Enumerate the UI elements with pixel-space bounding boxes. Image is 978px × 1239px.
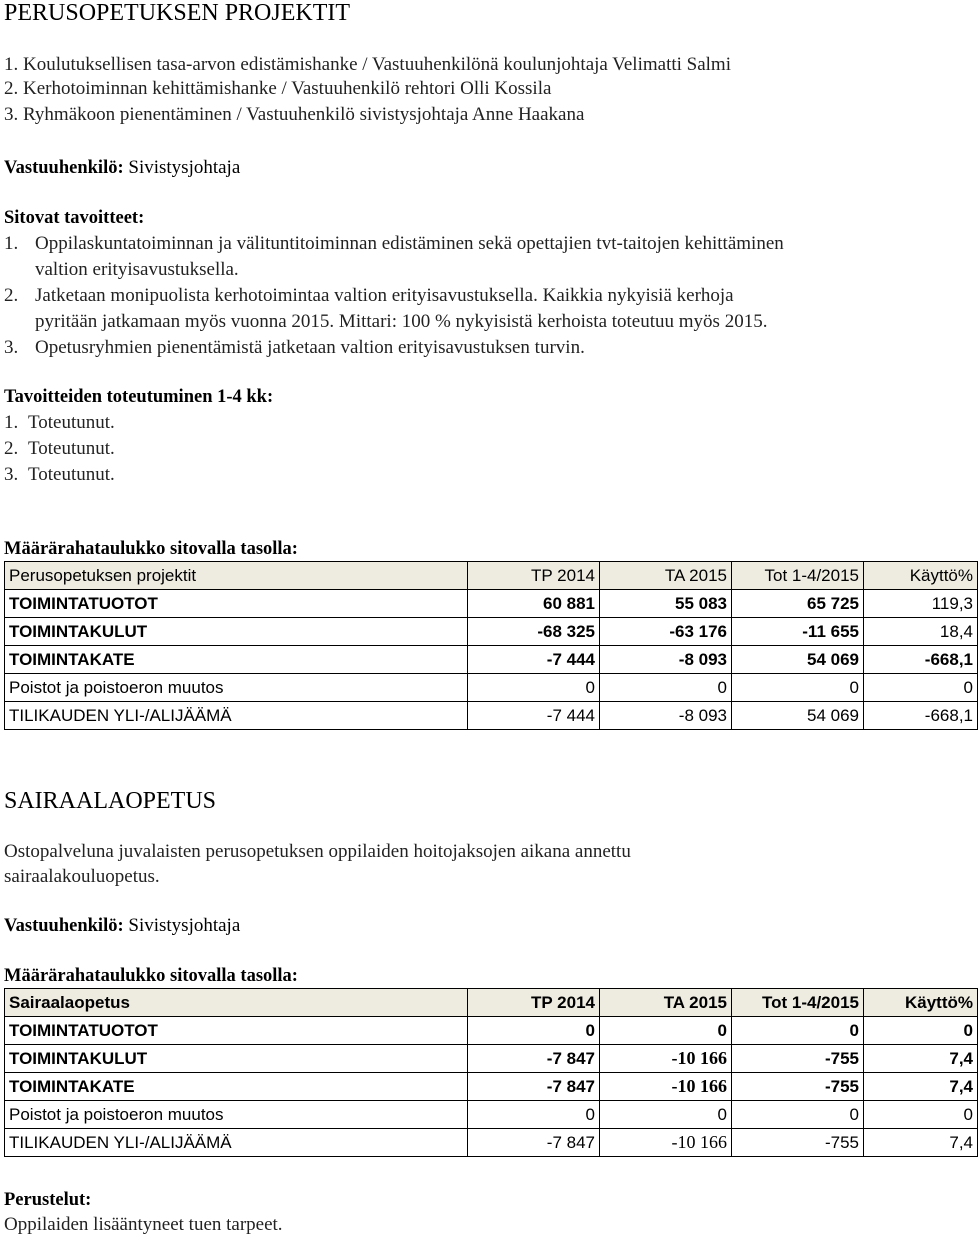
realization-item	[4, 412, 115, 434]
header-cell: Perusopetuksen projektit	[5, 562, 468, 590]
table-cell: TILIKAUDEN YLI-/ALIJÄÄMÄ	[5, 702, 468, 730]
realization-text: Toteutunut.	[28, 438, 115, 459]
realization-number: 2.	[4, 438, 19, 459]
responsible-person	[4, 915, 240, 937]
table-cell: 0	[732, 1017, 864, 1045]
table-cell: 60 881	[468, 590, 600, 618]
table-cell: 0	[864, 674, 978, 702]
goal-number: 1.	[4, 233, 19, 254]
goal-number: 3.	[4, 337, 19, 358]
table-cell: 0	[732, 1101, 864, 1129]
responsible-person	[4, 157, 240, 179]
realization-text: Toteutunut.	[28, 412, 115, 433]
project-item: 2. Kerhotoiminnan kehittämishanke / Vastuuhenkilö rehtori Olli Kossila	[4, 78, 552, 99]
table-cell: -668,1	[864, 646, 978, 674]
realization-heading: Tavoitteiden toteutuminen 1-4 kk:	[4, 387, 274, 407]
table-cell: 7,4	[864, 1045, 978, 1073]
responsible-value: Sivistysjohtaja	[128, 915, 241, 936]
table-cell: 7,4	[864, 1073, 978, 1101]
table-cell: 0	[600, 1101, 732, 1129]
table-cell: -7 847	[468, 1073, 600, 1101]
table-heading: Määrärahataulukko sitovalla tasolla:	[4, 539, 298, 559]
rationale-text: Oppilaiden lisääntyneet tuen tarpeet.	[4, 1214, 283, 1235]
table-row	[5, 1129, 978, 1157]
table-row	[5, 1017, 978, 1045]
table-cell: 0	[732, 674, 864, 702]
table-row	[5, 590, 978, 618]
table-cell: 0	[864, 1017, 978, 1045]
table-cell: Poistot ja poistoeron muutos	[5, 1101, 468, 1129]
table-cell: -68 325	[468, 618, 600, 646]
section-title-perusopetuksen-projektit: PERUSOPETUKSEN PROJEKTIT	[4, 0, 351, 26]
table-header-row	[5, 989, 978, 1017]
table-cell: -10 166	[600, 1129, 732, 1157]
table-cell: TOIMINTAKATE	[5, 1073, 468, 1101]
table-cell: 0	[600, 1017, 732, 1045]
table-cell: 65 725	[732, 590, 864, 618]
table-row	[5, 702, 978, 730]
table-cell: -7 847	[468, 1129, 600, 1157]
header-cell: TA 2015	[600, 989, 732, 1017]
header-cell: TA 2015	[600, 562, 732, 590]
table-cell: 18,4	[864, 618, 978, 646]
project-item: 3. Ryhmäkoon pienentäminen / Vastuuhenkilö sivistysjohtaja Anne Haakana	[4, 104, 585, 125]
responsible-value: Sivistysjohtaja	[128, 157, 241, 178]
table-cell: -7 847	[468, 1045, 600, 1073]
table-cell: Poistot ja poistoeron muutos	[5, 674, 468, 702]
goal-text-continued: valtion erityisavustuksella.	[35, 259, 239, 280]
table-row	[5, 1101, 978, 1129]
budget-table-sairaalaopetus	[4, 988, 978, 1157]
goal-text-continued: pyritään jatkamaan myös vuonna 2015. Mittari: 100 % nykyisistä kerhoista toteutuu myös 2015.	[35, 311, 768, 332]
table-cell: -755	[732, 1073, 864, 1101]
realization-item	[4, 464, 115, 486]
goals-heading: Sitovat tavoitteet:	[4, 208, 145, 228]
responsible-label: Vastuuhenkilö:	[4, 916, 124, 936]
table-cell: -63 176	[600, 618, 732, 646]
budget-table-perusopetuksen-projektit	[4, 561, 978, 730]
table-row	[5, 674, 978, 702]
realization-number: 1.	[4, 412, 19, 433]
table-cell: -668,1	[864, 702, 978, 730]
table-cell: -8 093	[600, 646, 732, 674]
header-cell: TP 2014	[468, 989, 600, 1017]
goal-item	[4, 233, 784, 255]
table-cell: 119,3	[864, 590, 978, 618]
table-cell: 0	[600, 674, 732, 702]
section-description-continued: sairaalakouluopetus.	[4, 866, 160, 887]
rationale-heading: Perustelut:	[4, 1190, 92, 1210]
section-title-sairaalaopetus: SAIRAALAOPETUS	[4, 788, 217, 814]
table-cell: 54 069	[732, 646, 864, 674]
header-cell: Tot 1-4/2015	[732, 562, 864, 590]
header-cell: Käyttö%	[864, 562, 978, 590]
table-cell: -10 166	[600, 1045, 732, 1073]
header-cell: TP 2014	[468, 562, 600, 590]
table-cell: 0	[864, 1101, 978, 1129]
project-item: 1. Koulutuksellisen tasa-arvon edistämishanke / Vastuuhenkilönä koulunjohtaja Velimatti Salmi	[4, 54, 731, 75]
table-cell: TOIMINTATUOTOT	[5, 1017, 468, 1045]
table-cell: -7 444	[468, 646, 600, 674]
table-cell: 54 069	[732, 702, 864, 730]
table-cell: TOIMINTAKULUT	[5, 618, 468, 646]
table-cell: TOIMINTAKULUT	[5, 1045, 468, 1073]
table-row	[5, 1045, 978, 1073]
table-cell: TOIMINTAKATE	[5, 646, 468, 674]
goal-item	[4, 285, 734, 307]
header-cell: Käyttö%	[864, 989, 978, 1017]
table-cell: -10 166	[600, 1073, 732, 1101]
goal-item	[4, 337, 585, 359]
realization-text: Toteutunut.	[28, 464, 115, 485]
table-cell: 55 083	[600, 590, 732, 618]
goal-text: Opetusryhmien pienentämistä jatketaan valtion erityisavustuksen turvin.	[35, 337, 585, 358]
realization-item	[4, 438, 115, 460]
table-header-row	[5, 562, 978, 590]
table-row	[5, 618, 978, 646]
table-cell: -8 093	[600, 702, 732, 730]
table-heading: Määrärahataulukko sitovalla tasolla:	[4, 966, 298, 986]
section-description: Ostopalveluna juvalaisten perusopetuksen oppilaiden hoitojaksojen aikana annettu	[4, 841, 631, 862]
responsible-label: Vastuuhenkilö:	[4, 158, 124, 178]
table-cell: TOIMINTATUOTOT	[5, 590, 468, 618]
realization-number: 3.	[4, 464, 19, 485]
header-cell: Sairaalaopetus	[5, 989, 468, 1017]
goal-text: Oppilaskuntatoiminnan ja välituntitoiminnan edistäminen sekä opettajien tvt-taitojen kehittäminen	[35, 233, 784, 254]
table-cell: 0	[468, 1101, 600, 1129]
table-cell: 0	[468, 674, 600, 702]
header-cell: Tot 1-4/2015	[732, 989, 864, 1017]
table-cell: -755	[732, 1045, 864, 1073]
table-row	[5, 1073, 978, 1101]
table-cell: -7 444	[468, 702, 600, 730]
table-cell: TILIKAUDEN YLI-/ALIJÄÄMÄ	[5, 1129, 468, 1157]
table-row	[5, 646, 978, 674]
goal-text: Jatketaan monipuolista kerhotoimintaa valtion erityisavustuksella. Kaikkia nykyisiä kerhoja	[35, 285, 734, 306]
goal-number: 2.	[4, 285, 19, 306]
table-cell: -11 655	[732, 618, 864, 646]
table-cell: 0	[468, 1017, 600, 1045]
table-cell: -755	[732, 1129, 864, 1157]
table-cell: 7,4	[864, 1129, 978, 1157]
